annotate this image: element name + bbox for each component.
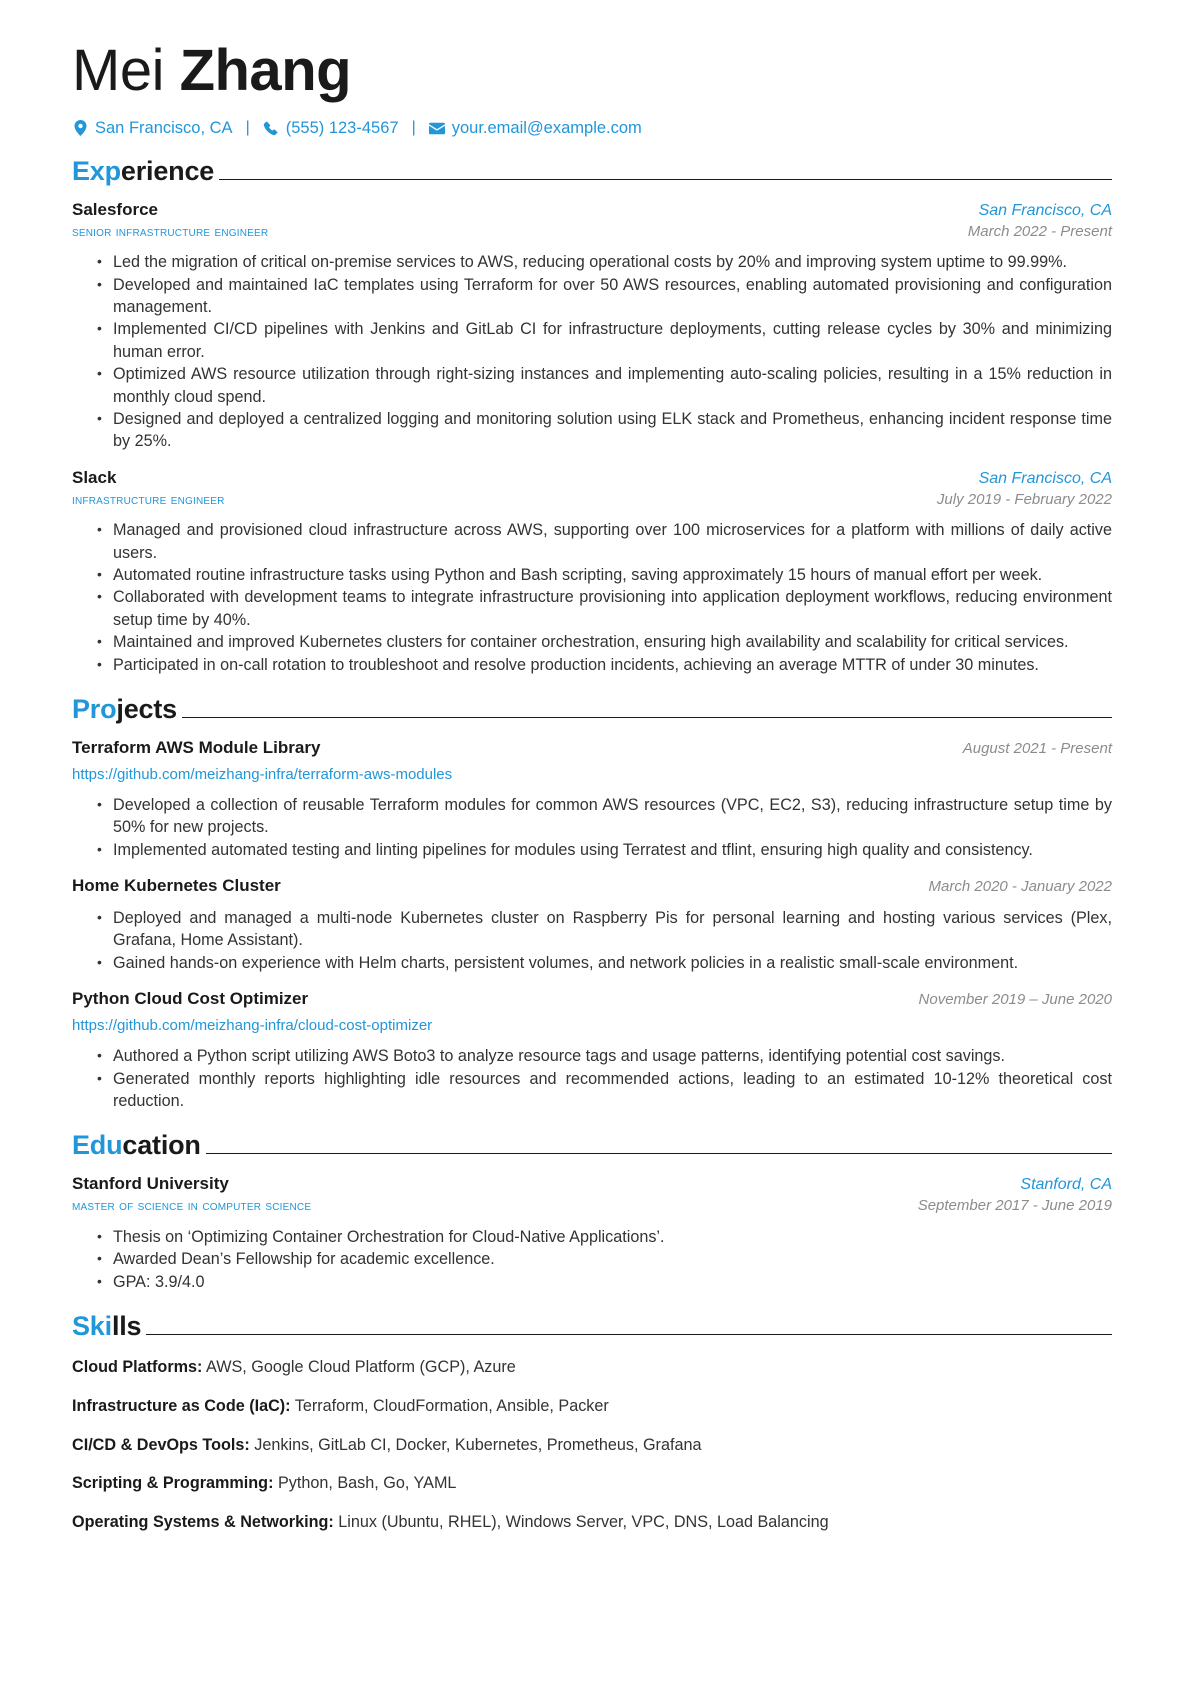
project-dates: August 2021 - Present — [962, 739, 1112, 757]
employer-name: Slack — [72, 467, 117, 487]
entry-subheader-row — [72, 491, 1112, 510]
list-item: • Generated monthly reports highlighting idle resources and recommended actions, leading to an estimated 10-12% theoretical cost reduction. — [113, 1068, 1112, 1113]
list-item: • Deployed and managed a multi-node Kubernetes cluster on Raspberry Pis for personal learning and hosting various services (Plex, Grafana, Home Assistant). — [113, 907, 1112, 952]
school-name: Stanford University — [72, 1174, 229, 1194]
list-item: • Maintained and improved Kubernetes clusters for container orchestration, ensuring high availability and scalability for critical services. — [113, 631, 1112, 653]
section-heading-education — [72, 1132, 1112, 1159]
entry-header-row — [72, 467, 1112, 489]
skill-values: Jenkins, GitLab CI, Docker, Kubernetes, Prometheus, Grafana — [254, 1435, 702, 1454]
skill-values: AWS, Google Cloud Platform (GCP), Azure — [206, 1358, 516, 1377]
list-item: • Developed a collection of reusable Terraform modules for common AWS resources (VPC, EC2, S3), reducing infrastructure setup time by 50% for new projects. — [113, 794, 1112, 839]
entry-subheader-row — [72, 223, 1112, 242]
entry-header-row — [72, 1173, 1112, 1195]
section-title-accent: Exp — [72, 155, 121, 186]
responsibility-list — [72, 251, 1112, 452]
employer-location: San Francisco, CA — [978, 469, 1112, 487]
skill-values: Linux (Ubuntu, RHEL), Windows Server, VPC, DNS, Load Balancing — [338, 1512, 829, 1531]
skill-category: Scripting & Programming: — [72, 1474, 274, 1493]
list-item: • Authored a Python script utilizing AWS Boto3 to analyze resource tags and usage patterns, identifying potential cost savings. — [113, 1045, 1112, 1067]
section-title-rest: erience — [120, 155, 215, 186]
contact-email-text: your.email@example.com — [451, 118, 642, 137]
list-item: • Optimized AWS resource utilization through right-sizing instances and implementing auto-scaling policies, resulting in a 15% reduction in monthly cloud spend. — [113, 363, 1112, 408]
contact-separator-1: | — [245, 119, 250, 137]
education-entry — [72, 1173, 1112, 1293]
list-item: • Led the migration of critical on-premise services to AWS, reducing operational costs by 20% and improving system uptime to 99.99%. — [113, 251, 1112, 273]
section-education — [72, 1132, 1112, 1293]
entry-header-row — [72, 875, 1112, 897]
project-entry — [72, 737, 1112, 861]
skill-category: CI/CD & DevOps Tools: — [72, 1435, 250, 1454]
resume-header — [72, 40, 1112, 138]
skill-row — [72, 1356, 1112, 1379]
entry-header-row — [72, 988, 1112, 1010]
list-item: • Thesis on ‘Optimizing Container Orchestration for Cloud-Native Applications’. — [113, 1226, 1112, 1248]
skill-row — [72, 1511, 1112, 1534]
section-divider — [219, 179, 1112, 180]
project-name: Home Kubernetes Cluster — [72, 876, 281, 896]
entry-subheader-row — [72, 1197, 1112, 1216]
project-entry — [72, 875, 1112, 974]
entry-header-row — [72, 199, 1112, 221]
experience-entry — [72, 467, 1112, 676]
job-title: senior infrastructure engineer — [72, 223, 269, 240]
candidate-name — [72, 40, 1112, 103]
section-experience — [72, 155, 1112, 676]
section-divider — [146, 1334, 1112, 1335]
section-title-rest: jects — [116, 693, 177, 724]
degree-name: master of science in computer science — [72, 1198, 312, 1215]
contact-location[interactable] — [72, 119, 233, 138]
education-detail-list — [72, 1226, 1112, 1293]
education-dates: September 2017 - June 2019 — [917, 1197, 1112, 1215]
section-title-accent: Edu — [72, 1130, 123, 1161]
section-title-education — [72, 1132, 201, 1159]
project-name: Python Cloud Cost Optimizer — [72, 989, 309, 1009]
section-title-rest: lls — [111, 1311, 142, 1342]
school-location: Stanford, CA — [1020, 1176, 1112, 1194]
list-item: • Managed and provisioned cloud infrastructure across AWS, supporting over 100 microservices for a platform with millions of daily active users. — [113, 519, 1112, 564]
section-divider — [182, 717, 1112, 718]
project-url[interactable]: https://github.com/meizhang-infra/terraform-aws-modules — [72, 765, 453, 783]
project-detail-list — [72, 907, 1112, 974]
section-title-skills — [72, 1313, 141, 1340]
skill-row — [72, 1395, 1112, 1418]
skill-values: Python, Bash, Go, YAML — [277, 1474, 457, 1493]
project-name: Terraform AWS Module Library — [72, 737, 321, 757]
envelope-icon — [429, 120, 445, 136]
list-item: • GPA: 3.9/4.0 — [113, 1271, 1112, 1293]
list-item: • Collaborated with development teams to integrate infrastructure provisioning into application deployment workflows, reducing environment setup time by 40%. — [113, 586, 1112, 631]
section-title-accent: Ski — [72, 1311, 112, 1342]
contact-row — [72, 119, 1112, 138]
project-entry — [72, 988, 1112, 1112]
contact-separator-2: | — [411, 119, 416, 137]
entry-header-row — [72, 737, 1112, 759]
skill-values: Terraform, CloudFormation, Ansible, Packer — [294, 1396, 609, 1415]
section-heading-experience — [72, 155, 1112, 186]
list-item: • Implemented automated testing and linting pipelines for modules using Terratest and tflint, ensuring high quality and consistency. — [113, 839, 1112, 861]
project-detail-list — [72, 1045, 1112, 1112]
section-title-projects — [72, 693, 177, 724]
section-divider — [206, 1153, 1112, 1154]
project-dates: March 2020 - January 2022 — [928, 878, 1112, 896]
contact-phone-text: (555) 123-4567 — [285, 118, 399, 137]
list-item: • Implemented CI/CD pipelines with Jenkins and GitLab CI for infrastructure deployments, cutting release cycles by 30% and minimizing human error. — [113, 318, 1112, 363]
section-heading-skills — [72, 1313, 1112, 1340]
employer-name: Salesforce — [72, 199, 158, 219]
skill-category: Operating Systems & Networking: — [72, 1512, 334, 1531]
skill-row — [72, 1434, 1112, 1457]
employment-dates: July 2019 - February 2022 — [936, 490, 1112, 508]
list-item: • Automated routine infrastructure tasks using Python and Bash scripting, saving approximately 15 hours of manual effort per week. — [113, 564, 1112, 586]
phone-icon — [263, 120, 279, 136]
list-item: • Developed and maintained IaC templates using Terraform for over 50 AWS resources, enabling automated provisioning and configuration management. — [113, 274, 1112, 319]
location-pin-icon — [72, 120, 88, 136]
section-title-experience — [72, 155, 215, 186]
list-item: • Gained hands-on experience with Helm charts, persistent volumes, and network policies in a realistic small-scale environment. — [113, 952, 1112, 974]
last-name: Zhang — [179, 38, 352, 103]
experience-entry — [72, 199, 1112, 453]
skill-category: Cloud Platforms: — [72, 1358, 203, 1377]
first-name: Mei — [72, 38, 180, 103]
project-detail-list — [72, 794, 1112, 861]
skill-category: Infrastructure as Code (IaC): — [72, 1396, 291, 1415]
section-title-accent: Pro — [72, 693, 117, 724]
project-dates: November 2019 – June 2020 — [918, 991, 1112, 1009]
skill-row — [72, 1472, 1112, 1495]
list-item: • Participated in on-call rotation to troubleshoot and resolve production incidents, achieving an average MTTR of under 30 minutes. — [113, 654, 1112, 676]
project-url[interactable]: https://github.com/meizhang-infra/cloud-cost-optimizer — [72, 1016, 433, 1034]
job-title: infrastructure engineer — [72, 491, 225, 508]
contact-location-text: San Francisco, CA — [95, 118, 233, 137]
contact-email[interactable] — [429, 119, 642, 138]
responsibility-list — [72, 519, 1112, 676]
section-skills — [72, 1313, 1112, 1533]
employment-dates: March 2022 - Present — [967, 222, 1112, 240]
contact-phone[interactable] — [263, 119, 399, 138]
list-item: • Designed and deployed a centralized logging and monitoring solution using ELK stack and Prometheus, enhancing incident response time by 25%. — [113, 408, 1112, 453]
section-title-rest: cation — [122, 1130, 201, 1161]
list-item: • Awarded Dean’s Fellowship for academic excellence. — [113, 1248, 1112, 1270]
section-projects — [72, 693, 1112, 1112]
section-heading-projects — [72, 693, 1112, 724]
employer-location: San Francisco, CA — [978, 201, 1112, 219]
